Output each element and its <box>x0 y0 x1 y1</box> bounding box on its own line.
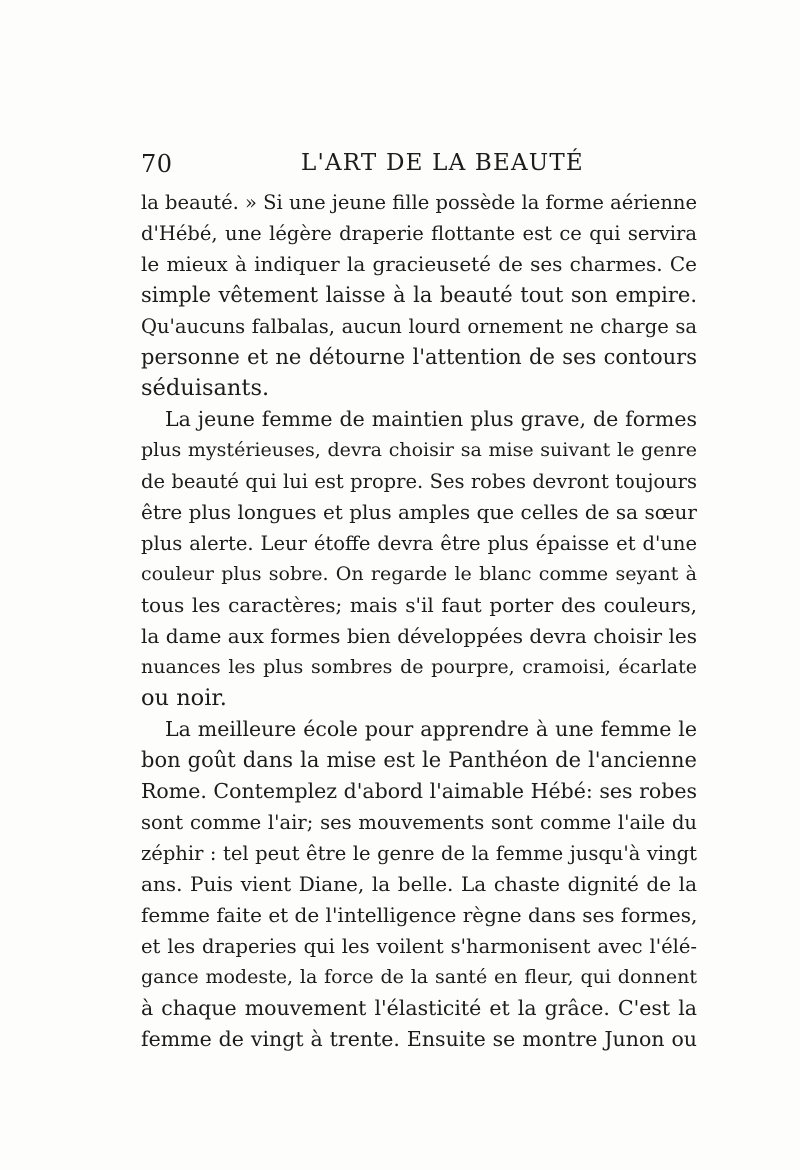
text-line: ou noir. <box>141 685 227 711</box>
text-line: la beauté. » Si une jeune fille possède la forme aérienne <box>141 191 697 214</box>
text-line: d'Hébé, une légère draperie flottante est ce qui servira <box>141 222 697 245</box>
text-line: plus mystérieuses, devra choisir sa mise suivant le genre <box>141 439 697 461</box>
text-line: séduisants. <box>141 375 270 401</box>
text-line: nuances les plus sombres de pourpre, cramoisi, écarlate <box>141 656 697 678</box>
text-line: plus alerte. Leur étoffe devra être plus épaisse et d'une <box>141 532 697 555</box>
text-line: bon goût dans la mise est le Panthéon de l'ancienne <box>141 748 697 772</box>
text-line: simple vêtement laisse à la beauté tout son empire. <box>141 283 697 307</box>
body-text <box>141 187 697 1055</box>
text-line: couleur plus sobre. On regarde le blanc comme seyant à <box>141 563 697 585</box>
text-line: le mieux à indiquer la gracieuseté de ses charmes. Ce <box>141 252 697 276</box>
text-line: la dame aux formes bien développées devra choisir les <box>141 624 697 648</box>
text-line: tous les caractères; mais s'il faut porter des couleurs, <box>141 593 697 617</box>
text-line: ans. Puis vient Diane, la belle. La chaste dignité de la <box>141 872 697 896</box>
text-line: zéphir : tel peut être le genre de la femme jusqu'à vingt <box>141 842 697 865</box>
text-line: de beauté qui lui est propre. Ses robes devront toujours <box>141 470 697 493</box>
page-number: 70 <box>141 150 173 178</box>
text-line: et les draperies qui les voilent s'harmonisent avec l'élé- <box>141 935 697 958</box>
text-line: femme de vingt à trente. Ensuite se montre Junon ou <box>141 1027 697 1051</box>
page-header <box>141 150 697 180</box>
text-line: sont comme l'air; ses mouvements sont comme l'aile du <box>141 811 697 834</box>
text-line: à chaque mouvement l'élasticité et la grâce. C'est la <box>141 996 697 1020</box>
running-title: L'ART DE LA BEAUTÉ <box>301 150 584 176</box>
text-line: La jeune femme de maintien plus grave, de formes <box>165 407 697 431</box>
text-line: La meilleure école pour apprendre à une femme le <box>165 717 697 741</box>
paragraph-2 <box>141 404 697 714</box>
paragraph-1 <box>141 187 697 404</box>
text-line: gance modeste, la force de la santé en fleur, qui donnent <box>141 966 697 988</box>
text-line: Qu'aucuns falbalas, aucun lourd ornement ne charge sa <box>141 315 697 338</box>
text-line: femme faite et de l'intelligence règne dans ses formes, <box>141 903 698 927</box>
paragraph-3 <box>141 714 697 1055</box>
text-line: Rome. Contemplez d'abord l'aimable Hébé: ses robes <box>141 779 697 803</box>
text-line: personne et ne détourne l'attention de ses contours <box>141 345 697 369</box>
text-line: être plus longues et plus amples que celles de sa sœur <box>141 500 697 524</box>
